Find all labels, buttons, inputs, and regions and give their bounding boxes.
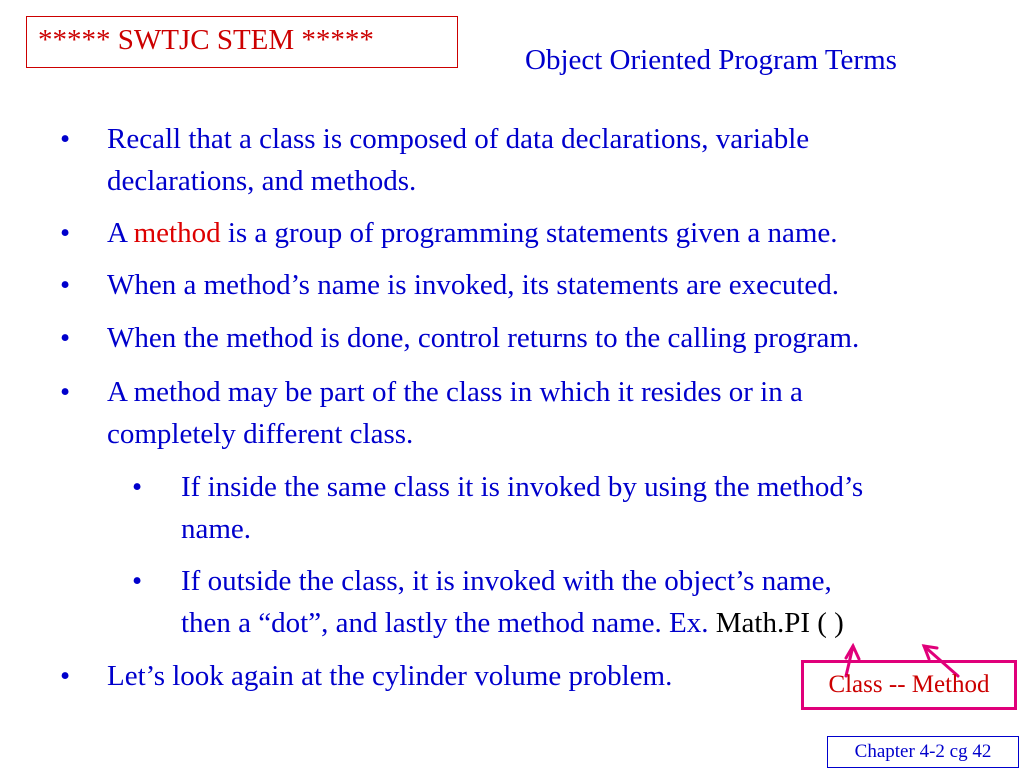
bullet-1-line-2: declarations, and methods. bbox=[107, 165, 417, 197]
footer-page-label: Chapter 4-2 cg 42 bbox=[827, 736, 1019, 768]
bullet-5-line-2: completely different class. bbox=[107, 418, 414, 450]
bullet-6: Let’s look again at the cylinder volume problem. bbox=[107, 660, 673, 692]
bullet-marker: • bbox=[60, 217, 71, 249]
sub-bullet-2-line-1: If outside the class, it is invoked with the object’s name, bbox=[181, 565, 832, 597]
sub-bullet-marker: • bbox=[132, 565, 143, 597]
header-label: ***** SWTJC STEM ***** bbox=[38, 24, 374, 56]
slide-title: Object Oriented Program Terms bbox=[525, 44, 897, 76]
bullet-marker: • bbox=[60, 269, 71, 301]
class-method-callout: Class -- Method bbox=[801, 660, 1017, 710]
bullet-1 bbox=[107, 118, 1007, 202]
example-code: Math.PI ( ) bbox=[715, 607, 844, 639]
sub-bullet-marker: • bbox=[132, 471, 143, 503]
method-highlight: method bbox=[133, 217, 221, 249]
bullet-1-line-1: Recall that a class is composed of data declarations, variable bbox=[107, 123, 810, 155]
sub-bullet-1 bbox=[181, 466, 1011, 550]
class-arrow-head bbox=[846, 646, 859, 659]
bullet-3: When a method’s name is invoked, its statements are executed. bbox=[107, 269, 840, 301]
bullet-marker: • bbox=[60, 322, 71, 354]
bullet-marker: • bbox=[60, 123, 71, 155]
bullet-2-suffix: is a group of programming statements given a name. bbox=[220, 217, 838, 249]
sub-bullet-1-line-2: name. bbox=[181, 513, 252, 545]
method-arrow-head bbox=[924, 646, 937, 659]
bullet-marker: • bbox=[60, 660, 71, 692]
bullet-4: When the method is done, control returns to the calling program. bbox=[107, 322, 860, 354]
bullet-2-prefix: A bbox=[107, 217, 134, 249]
bullet-5-line-1: A method may be part of the class in which it resides or in a bbox=[107, 376, 803, 408]
sub-bullet-2 bbox=[181, 560, 1011, 644]
sub-bullet-1-line-1: If inside the same class it is invoked by using the method’s bbox=[181, 471, 864, 503]
bullet-5 bbox=[107, 371, 1007, 455]
bullet-2 bbox=[107, 212, 838, 254]
sub-bullet-2-line-2: then a “dot”, and lastly the method name. Ex. bbox=[181, 607, 716, 639]
bullet-marker: • bbox=[60, 376, 71, 408]
